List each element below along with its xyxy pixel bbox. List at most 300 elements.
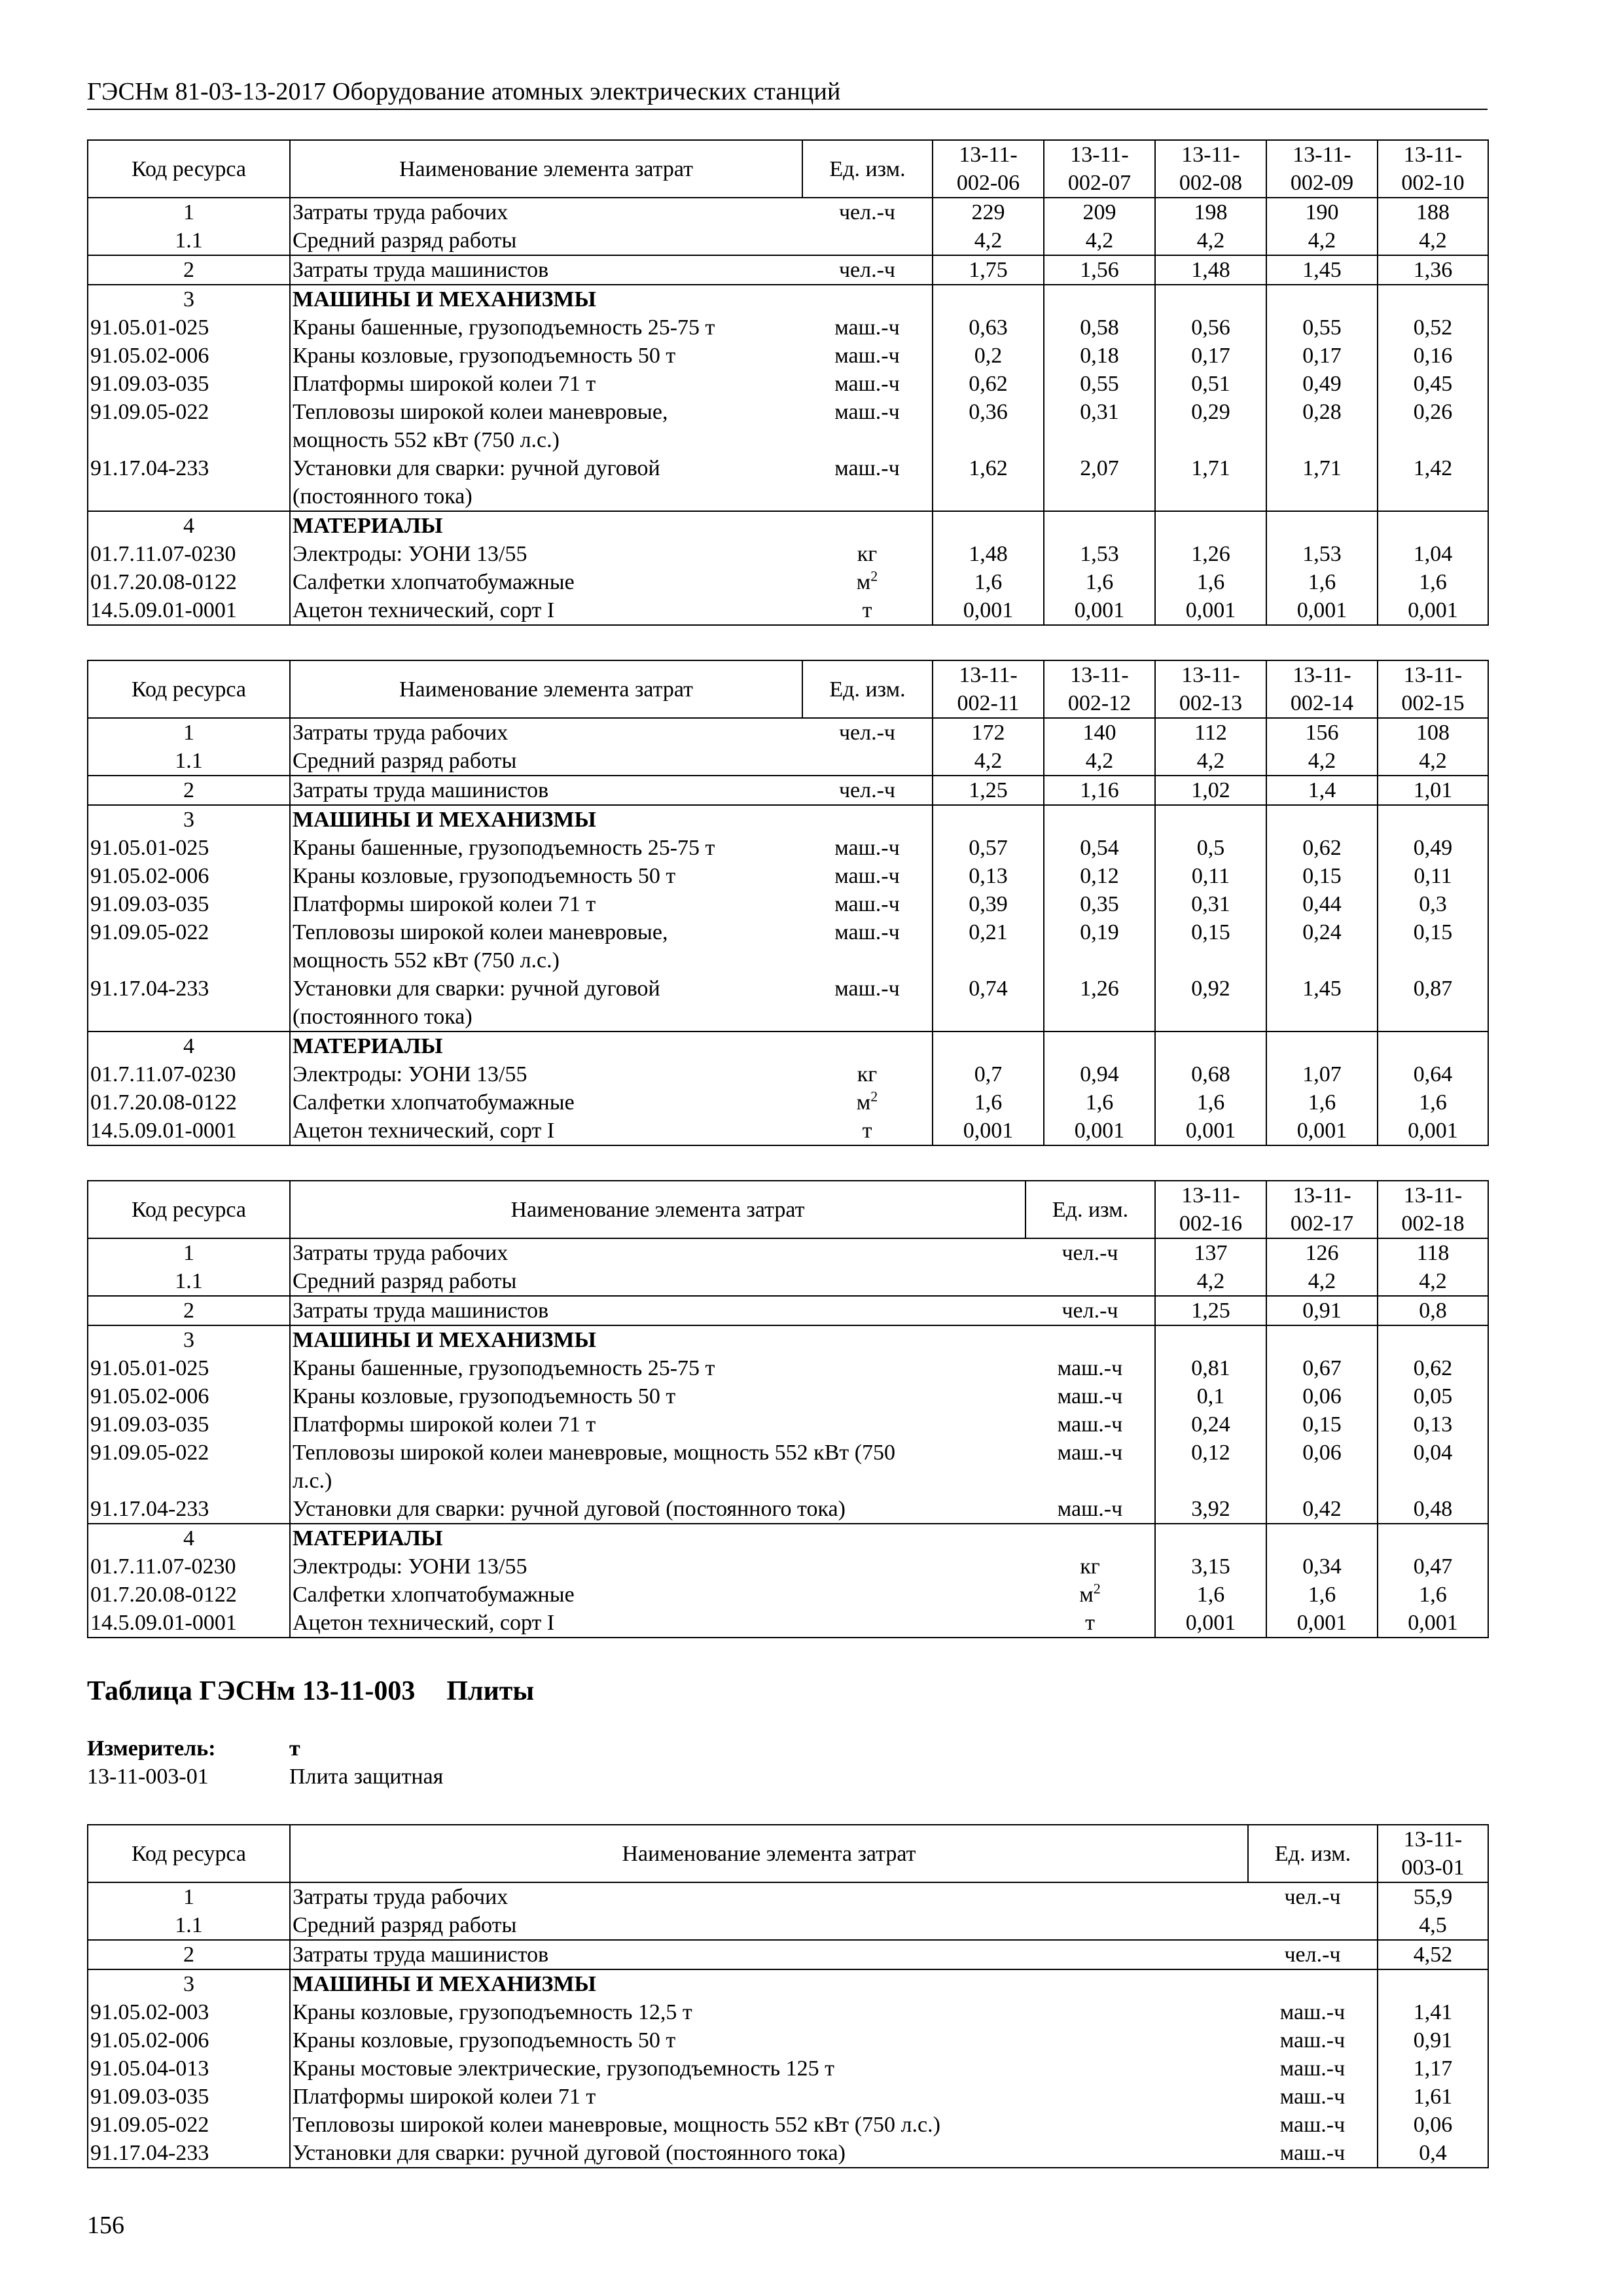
norm-value: 4,2 bbox=[1378, 747, 1488, 776]
table-row bbox=[88, 2139, 1488, 2168]
norm-value: 1,4 bbox=[1266, 776, 1378, 805]
table-row bbox=[88, 1882, 1488, 1911]
resource-name: Краны козловые, грузоподъемность 12,5 т bbox=[290, 1998, 1248, 2026]
norm-value: 0,001 bbox=[1266, 1609, 1378, 1638]
resource-code: 01.7.20.08-0122 bbox=[88, 568, 290, 596]
norm-value bbox=[1044, 805, 1155, 834]
resource-code: 91.09.05-022 bbox=[88, 918, 290, 975]
norm-value: 1,25 bbox=[933, 776, 1044, 805]
table-row bbox=[88, 1495, 1488, 1524]
resource-code: 91.05.04-013 bbox=[88, 2054, 290, 2083]
resource-code: 2 bbox=[88, 776, 290, 805]
norm-value: 4,2 bbox=[1155, 1267, 1266, 1296]
resource-name: Краны козловые, грузоподъемность 50 т bbox=[290, 862, 802, 890]
norm-value: 0,16 bbox=[1378, 342, 1488, 370]
resource-unit: т bbox=[802, 1117, 933, 1145]
norm-value: 0,26 bbox=[1378, 398, 1488, 454]
norm-value: 1,16 bbox=[1044, 776, 1155, 805]
norm-value: 1,41 bbox=[1378, 1998, 1488, 2026]
col-header-name: Наименование элемента затрат bbox=[290, 1825, 1248, 1882]
resource-code: 01.7.20.08-0122 bbox=[88, 1581, 290, 1609]
col-header-name: Наименование элемента затрат bbox=[290, 1181, 1026, 1238]
resource-code: 91.09.03-035 bbox=[88, 890, 290, 918]
norm-value: 1,17 bbox=[1378, 2054, 1488, 2083]
col-header-norm: 13-11- 002-11 bbox=[933, 660, 1044, 718]
table-row bbox=[88, 1296, 1488, 1325]
resource-code: 1 bbox=[88, 198, 290, 226]
norm-value bbox=[1378, 805, 1488, 834]
resource-unit: маш.-ч bbox=[1057, 1441, 1123, 1465]
norm-value: 4,2 bbox=[1266, 226, 1378, 255]
resource-code: 91.09.05-022 bbox=[88, 2111, 290, 2139]
resource-name: Затраты труда машинистов bbox=[290, 1296, 1026, 1325]
norm-value: 0,74 bbox=[933, 975, 1044, 1031]
resource-name: Ацетон технический, сорт I bbox=[290, 596, 802, 625]
resource-name: Салфетки хлопчатобумажные bbox=[290, 1581, 1026, 1609]
page-number: 156 bbox=[87, 2212, 124, 2239]
resource-code: 01.7.11.07-0230 bbox=[88, 540, 290, 568]
norm-value: 1,6 bbox=[1378, 1088, 1488, 1117]
norm-value: 0,04 bbox=[1378, 1439, 1488, 1495]
resource-name: Тепловозы широкой колеи маневровые, мощность 552 кВт (750 л.с.) bbox=[290, 918, 802, 975]
norm-value: 112 bbox=[1155, 718, 1266, 747]
resource-name: Салфетки хлопчатобумажные bbox=[290, 568, 802, 596]
section-title: МАШИНЫ И МЕХАНИЗМЫ bbox=[290, 285, 802, 314]
resource-code: 91.17.04-233 bbox=[88, 2139, 290, 2168]
col-header-unit: Ед. изм. bbox=[802, 660, 933, 718]
norm-value: 1,6 bbox=[1044, 1088, 1155, 1117]
norm-table-002-16-18 bbox=[87, 1180, 1489, 1638]
table-row bbox=[88, 1410, 1488, 1439]
resource-unit: маш.-ч bbox=[1057, 1384, 1123, 1408]
resource-name: Электроды: УОНИ 13/55 bbox=[290, 540, 802, 568]
norm-value: 1,6 bbox=[1044, 568, 1155, 596]
norm-value bbox=[1266, 1031, 1378, 1060]
resource-code: 91.09.03-035 bbox=[88, 1410, 290, 1439]
resource-unit: $м^2$ bbox=[1079, 1580, 1101, 1607]
table-row bbox=[88, 1609, 1488, 1638]
section-code: 3 bbox=[88, 805, 290, 834]
resource-code: 91.09.03-035 bbox=[88, 2083, 290, 2111]
resource-code: 2 bbox=[88, 255, 290, 285]
col-header-norm: 13-11- 002-16 bbox=[1155, 1181, 1266, 1238]
resource-unit: маш.-ч bbox=[834, 920, 900, 944]
table-row bbox=[88, 1911, 1488, 1940]
norm-value: 1,6 bbox=[1378, 568, 1488, 596]
table-row bbox=[88, 834, 1488, 862]
col-header-norm: 13-11- 003-01 bbox=[1378, 1825, 1488, 1882]
document-title: ГЭСНм 81-03-13-2017 Оборудование атомных электрических станций bbox=[87, 78, 841, 105]
norm-value: 0,05 bbox=[1378, 1382, 1488, 1410]
norm-value: 0,21 bbox=[933, 918, 1044, 975]
norm-value: 4,2 bbox=[1044, 226, 1155, 255]
norm-value: 1,26 bbox=[1155, 540, 1266, 568]
norm-value: 1,53 bbox=[1044, 540, 1155, 568]
section-code: 3 bbox=[88, 1969, 290, 1998]
table-row bbox=[88, 2111, 1488, 2139]
table-row bbox=[88, 918, 1488, 975]
resource-unit: маш.-ч bbox=[834, 977, 900, 1001]
resource-unit: маш.-ч bbox=[1279, 2000, 1346, 2024]
resource-name: Затраты труда машинистов bbox=[290, 1940, 1248, 1969]
norm-value: 0,06 bbox=[1266, 1439, 1378, 1495]
resource-code: 91.17.04-233 bbox=[88, 975, 290, 1031]
table-row bbox=[88, 314, 1488, 342]
resource-unit: кг bbox=[857, 542, 878, 566]
norm-value: 0,06 bbox=[1378, 2111, 1488, 2139]
norm-value: 209 bbox=[1044, 198, 1155, 226]
col-header-norm: 13-11- 002-17 bbox=[1266, 1181, 1378, 1238]
resource-unit: чел.-ч bbox=[1026, 1238, 1155, 1267]
norm-value: 0,5 bbox=[1155, 834, 1266, 862]
resource-name: Тепловозы широкой колеи маневровые, мощность 552 кВт (750 л.с.) bbox=[290, 2111, 1248, 2139]
norm-value: 0,4 bbox=[1378, 2139, 1488, 2168]
resource-unit: маш.-ч bbox=[834, 456, 900, 480]
section-row bbox=[88, 1969, 1488, 1998]
norm-value bbox=[1378, 285, 1488, 314]
norm-value: 4,2 bbox=[933, 747, 1044, 776]
resource-code: 1.1 bbox=[88, 226, 290, 255]
norm-value bbox=[1155, 1325, 1266, 1354]
norm-value bbox=[1266, 805, 1378, 834]
resource-unit: маш.-ч bbox=[1057, 1497, 1123, 1521]
table-row bbox=[88, 2026, 1488, 2054]
norm-value: 0,001 bbox=[933, 596, 1044, 625]
norm-value: 1,6 bbox=[1155, 568, 1266, 596]
norm-value: 0,001 bbox=[933, 1117, 1044, 1145]
resource-name: Платформы широкой колеи 71 т bbox=[290, 890, 802, 918]
col-header-norm: 13-11- 002-18 bbox=[1378, 1181, 1488, 1238]
table-row bbox=[88, 776, 1488, 805]
resource-unit bbox=[1248, 1911, 1378, 1940]
norm-value bbox=[1378, 1325, 1488, 1354]
norm-value: 2,07 bbox=[1044, 454, 1155, 511]
resource-unit: $м^2$ bbox=[856, 567, 878, 594]
section-row bbox=[88, 285, 1488, 314]
resource-code: 01.7.11.07-0230 bbox=[88, 1552, 290, 1581]
resource-unit bbox=[802, 285, 933, 314]
norm-value bbox=[1044, 511, 1155, 540]
resource-code: 91.05.01-025 bbox=[88, 314, 290, 342]
item-code: 13-11-003-01 bbox=[87, 1765, 209, 1789]
norm-value: 0,45 bbox=[1378, 370, 1488, 398]
norm-value: 0,001 bbox=[1378, 596, 1488, 625]
col-header-unit: Ед. изм. bbox=[1026, 1181, 1155, 1238]
section-row bbox=[88, 1031, 1488, 1060]
table-row bbox=[88, 862, 1488, 890]
resource-unit: т bbox=[1026, 1609, 1155, 1638]
col-header-norm: 13-11- 002-12 bbox=[1044, 660, 1155, 718]
resource-unit bbox=[1026, 1524, 1155, 1552]
resource-unit: маш.-ч bbox=[834, 344, 900, 368]
meter-label: Измеритель: bbox=[87, 1736, 216, 1761]
table-row bbox=[88, 1581, 1488, 1609]
resource-code: 1.1 bbox=[88, 747, 290, 776]
norm-value: 0,34 bbox=[1266, 1552, 1378, 1581]
running-header bbox=[87, 77, 1488, 110]
norm-value: 1,6 bbox=[1266, 1088, 1378, 1117]
norm-value: 0,57 bbox=[933, 834, 1044, 862]
section-title: МАТЕРИАЛЫ bbox=[290, 511, 802, 540]
norm-value: 108 bbox=[1378, 718, 1488, 747]
norm-value bbox=[1155, 285, 1266, 314]
resource-unit: маш.-ч bbox=[1057, 1412, 1123, 1437]
norm-value: 1,62 bbox=[933, 454, 1044, 511]
resource-name: Краны козловые, грузоподъемность 50 т bbox=[290, 2026, 1248, 2054]
norm-value: 0,001 bbox=[1266, 596, 1378, 625]
norm-value: 0,81 bbox=[1155, 1354, 1266, 1382]
col-header-unit: Ед. изм. bbox=[1248, 1825, 1378, 1882]
resource-code: 14.5.09.01-0001 bbox=[88, 1609, 290, 1638]
norm-value: 0,1 bbox=[1155, 1382, 1266, 1410]
norm-value bbox=[933, 511, 1044, 540]
table-row bbox=[88, 1998, 1488, 2026]
table-row bbox=[88, 454, 1488, 511]
norm-value bbox=[933, 805, 1044, 834]
norm-value: 4,5 bbox=[1378, 1911, 1488, 1940]
resource-code: 14.5.09.01-0001 bbox=[88, 1117, 290, 1145]
section-title: МАШИНЫ И МЕХАНИЗМЫ bbox=[290, 1969, 1248, 1998]
resource-unit: чел.-ч bbox=[802, 776, 933, 805]
table-row bbox=[88, 226, 1488, 255]
norm-value: 4,2 bbox=[1155, 226, 1266, 255]
table-section-heading bbox=[87, 1676, 534, 1707]
resource-name: Затраты труда рабочих bbox=[290, 718, 802, 747]
norm-value: 0,17 bbox=[1155, 342, 1266, 370]
norm-value: 0,24 bbox=[1266, 918, 1378, 975]
norm-value: 0,12 bbox=[1155, 1439, 1266, 1495]
section-title: МАШИНЫ И МЕХАНИЗМЫ bbox=[290, 1325, 1026, 1354]
norm-value: 4,2 bbox=[1155, 747, 1266, 776]
resource-code: 01.7.20.08-0122 bbox=[88, 1088, 290, 1117]
norm-value: 0,001 bbox=[1378, 1117, 1488, 1145]
norm-value: 0,3 bbox=[1378, 890, 1488, 918]
section-title: МАТЕРИАЛЫ bbox=[290, 1524, 1026, 1552]
resource-unit: маш.-ч bbox=[834, 864, 900, 888]
norm-value: 0,62 bbox=[1266, 834, 1378, 862]
norm-value: 0,29 bbox=[1155, 398, 1266, 454]
resource-name: Затраты труда машинистов bbox=[290, 255, 802, 285]
norm-value: 1,53 bbox=[1266, 540, 1378, 568]
norm-value bbox=[1266, 1325, 1378, 1354]
resource-unit: чел.-ч bbox=[802, 255, 933, 285]
section-row bbox=[88, 1325, 1488, 1354]
table-header-row bbox=[88, 140, 1488, 198]
resource-name: Краны мостовые электрические, грузоподъемность 125 т bbox=[290, 2054, 1248, 2083]
resource-unit: маш.-ч bbox=[1279, 2085, 1346, 2109]
resource-unit: чел.-ч bbox=[1248, 1882, 1378, 1911]
resource-unit: кг bbox=[1080, 1554, 1100, 1579]
resource-unit: чел.-ч bbox=[1248, 1940, 1378, 1969]
resource-name: Затраты труда машинистов bbox=[290, 776, 802, 805]
resource-unit: маш.-ч bbox=[1279, 2028, 1346, 2053]
resource-name: Установки для сварки: ручной дуговой (постоянного тока) bbox=[290, 2139, 1248, 2168]
norm-value: 0,58 bbox=[1044, 314, 1155, 342]
norm-value: 0,63 bbox=[933, 314, 1044, 342]
table-row bbox=[88, 370, 1488, 398]
norm-value: 1,07 bbox=[1266, 1060, 1378, 1088]
norm-value: 4,2 bbox=[1044, 747, 1155, 776]
norm-value bbox=[1378, 1969, 1488, 1998]
norm-value: 0,35 bbox=[1044, 890, 1155, 918]
resource-name: Средний разряд работы bbox=[290, 1911, 1248, 1940]
norm-value: 0,31 bbox=[1155, 890, 1266, 918]
resource-unit bbox=[802, 1031, 933, 1060]
resource-name: Тепловозы широкой колеи маневровые, мощность 552 кВт (750 л.с.) bbox=[290, 1439, 1026, 1495]
norm-value: 0,31 bbox=[1044, 398, 1155, 454]
section-code: 4 bbox=[88, 511, 290, 540]
norm-value: 0,44 bbox=[1266, 890, 1378, 918]
norm-value: 0,91 bbox=[1266, 1296, 1378, 1325]
norm-value bbox=[1266, 511, 1378, 540]
norm-value bbox=[1044, 285, 1155, 314]
norm-value: 0,11 bbox=[1155, 862, 1266, 890]
norm-value: 1,25 bbox=[1155, 1296, 1266, 1325]
resource-code: 91.05.01-025 bbox=[88, 1354, 290, 1382]
resource-unit: маш.-ч bbox=[1248, 2139, 1378, 2168]
norm-value: 1,6 bbox=[1378, 1581, 1488, 1609]
norm-value: 1,02 bbox=[1155, 776, 1266, 805]
norm-value: 0,7 bbox=[933, 1060, 1044, 1088]
resource-code: 91.09.03-035 bbox=[88, 370, 290, 398]
resource-code: 91.05.02-006 bbox=[88, 1382, 290, 1410]
norm-value: 4,2 bbox=[1266, 747, 1378, 776]
norm-value: 126 bbox=[1266, 1238, 1378, 1267]
col-header-norm: 13-11- 002-14 bbox=[1266, 660, 1378, 718]
norm-value: 0,15 bbox=[1378, 918, 1488, 975]
norm-value: 172 bbox=[933, 718, 1044, 747]
norm-value: 188 bbox=[1378, 198, 1488, 226]
norm-value: 0,52 bbox=[1378, 314, 1488, 342]
section-code: 4 bbox=[88, 1524, 290, 1552]
resource-code: 2 bbox=[88, 1940, 290, 1969]
section-code: 4 bbox=[88, 1031, 290, 1060]
table-row bbox=[88, 540, 1488, 568]
col-header-norm: 13-11- 002-10 bbox=[1378, 140, 1488, 198]
resource-unit: маш.-ч bbox=[1057, 1356, 1123, 1380]
norm-value: 0,67 bbox=[1266, 1354, 1378, 1382]
col-header-code: Код ресурса bbox=[88, 1825, 290, 1882]
col-header-norm: 13-11- 002-15 bbox=[1378, 660, 1488, 718]
norm-value: 140 bbox=[1044, 718, 1155, 747]
resource-name: Затраты труда рабочих bbox=[290, 1238, 1026, 1267]
resource-name: Салфетки хлопчатобумажные bbox=[290, 1088, 802, 1117]
resource-code: 1 bbox=[88, 718, 290, 747]
norm-value: 1,6 bbox=[933, 568, 1044, 596]
norm-value: 4,2 bbox=[933, 226, 1044, 255]
norm-value: 0,94 bbox=[1044, 1060, 1155, 1088]
resource-unit: чел.-ч bbox=[1026, 1296, 1155, 1325]
norm-value: 1,45 bbox=[1266, 975, 1378, 1031]
col-header-name: Наименование элемента затрат bbox=[290, 140, 802, 198]
norm-value: 118 bbox=[1378, 1238, 1488, 1267]
norm-value: 0,56 bbox=[1155, 314, 1266, 342]
table-row bbox=[88, 342, 1488, 370]
resource-name: Установки для сварки: ручной дуговой (постоянного тока) bbox=[290, 975, 802, 1031]
norm-value: 0,11 bbox=[1378, 862, 1488, 890]
table-title: Плиты bbox=[446, 1676, 535, 1706]
norm-value: 1,6 bbox=[1155, 1581, 1266, 1609]
norm-value: 0,49 bbox=[1378, 834, 1488, 862]
norm-value: 3,92 bbox=[1155, 1495, 1266, 1524]
norm-value: 0,49 bbox=[1266, 370, 1378, 398]
norm-value: 1,01 bbox=[1378, 776, 1488, 805]
table-row bbox=[88, 747, 1488, 776]
norm-value: 0,001 bbox=[1044, 1117, 1155, 1145]
resource-name: Краны башенные, грузоподъемность 25-75 т bbox=[290, 314, 802, 342]
norm-value: 0,36 bbox=[933, 398, 1044, 454]
table-row bbox=[88, 1940, 1488, 1969]
resource-unit bbox=[1248, 1969, 1378, 1998]
norm-value: 0,91 bbox=[1378, 2026, 1488, 2054]
table-row bbox=[88, 890, 1488, 918]
col-header-code: Код ресурса bbox=[88, 660, 290, 718]
resource-name: Средний разряд работы bbox=[290, 1267, 1026, 1296]
table-row bbox=[88, 255, 1488, 285]
norm-value: 0,68 bbox=[1155, 1060, 1266, 1088]
col-header-unit: Ед. изм. bbox=[802, 140, 933, 198]
resource-code: 1 bbox=[88, 1238, 290, 1267]
norm-value: 4,2 bbox=[1378, 1267, 1488, 1296]
table-row bbox=[88, 975, 1488, 1031]
resource-name: Платформы широкой колеи 71 т bbox=[290, 370, 802, 398]
resource-name: Средний разряд работы bbox=[290, 226, 802, 255]
resource-name: Краны башенные, грузоподъемность 25-75 т bbox=[290, 1354, 1026, 1382]
norm-table-002-06-10 bbox=[87, 139, 1489, 626]
norm-value: 0,55 bbox=[1044, 370, 1155, 398]
norm-value: 0,28 bbox=[1266, 398, 1378, 454]
resource-unit bbox=[802, 805, 933, 834]
norm-value: 0,13 bbox=[1378, 1410, 1488, 1439]
norm-value: 1,6 bbox=[933, 1088, 1044, 1117]
norm-value: 1,56 bbox=[1044, 255, 1155, 285]
resource-code: 91.05.01-025 bbox=[88, 834, 290, 862]
norm-value: 0,87 bbox=[1378, 975, 1488, 1031]
resource-unit: маш.-ч bbox=[834, 836, 900, 860]
norm-value: 0,64 bbox=[1378, 1060, 1488, 1088]
resource-name: Краны козловые, грузоподъемность 50 т bbox=[290, 1382, 1026, 1410]
resource-unit bbox=[1026, 1325, 1155, 1354]
resource-name: Краны козловые, грузоподъемность 50 т bbox=[290, 342, 802, 370]
norm-table-003-01 bbox=[87, 1824, 1489, 2168]
col-header-norm: 13-11- 002-09 bbox=[1266, 140, 1378, 198]
resource-name: Тепловозы широкой колеи маневровые, мощность 552 кВт (750 л.с.) bbox=[290, 398, 802, 454]
norm-value bbox=[933, 1031, 1044, 1060]
norm-value: 4,52 bbox=[1378, 1940, 1488, 1969]
section-title: МАШИНЫ И МЕХАНИЗМЫ bbox=[290, 805, 802, 834]
norm-value: 1,75 bbox=[933, 255, 1044, 285]
resource-code: 91.05.02-003 bbox=[88, 1998, 290, 2026]
norm-value: 0,92 bbox=[1155, 975, 1266, 1031]
item-name: Плита защитная bbox=[289, 1765, 444, 1789]
resource-unit bbox=[802, 747, 933, 776]
norm-value bbox=[1155, 805, 1266, 834]
table-row bbox=[88, 1354, 1488, 1382]
norm-value: 1,71 bbox=[1266, 454, 1378, 511]
table-row bbox=[88, 718, 1488, 747]
norm-value: 1,48 bbox=[933, 540, 1044, 568]
table-row bbox=[88, 1060, 1488, 1088]
norm-value: 55,9 bbox=[1378, 1882, 1488, 1911]
norm-value bbox=[1155, 1031, 1266, 1060]
resource-unit: маш.-ч bbox=[834, 372, 900, 396]
norm-value bbox=[1155, 1524, 1266, 1552]
table-row bbox=[88, 198, 1488, 226]
norm-value: 0,15 bbox=[1155, 918, 1266, 975]
norm-value: 0,15 bbox=[1266, 862, 1378, 890]
norm-value: 3,15 bbox=[1155, 1552, 1266, 1581]
norm-value: 1,6 bbox=[1155, 1088, 1266, 1117]
